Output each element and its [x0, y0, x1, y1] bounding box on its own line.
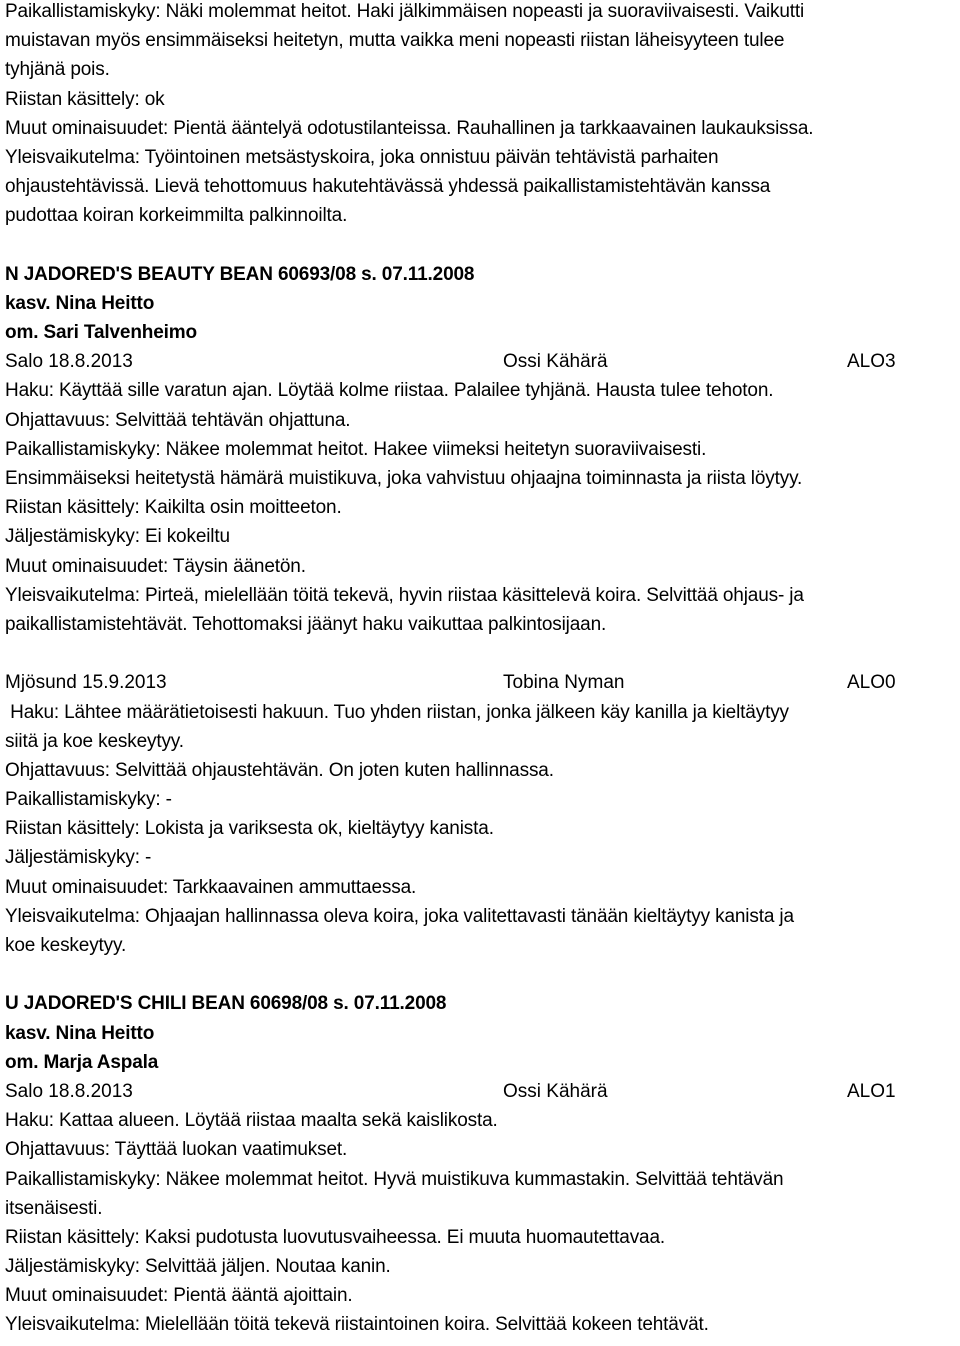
breeder-line: kasv. Nina Heitto — [5, 1022, 155, 1044]
text-line: pudottaa koiran korkeimmilta palkinnoilta. — [5, 205, 348, 227]
text-line: siitä ja koe keskeytyy. — [5, 730, 184, 752]
event-row — [5, 347, 960, 376]
text-line: Haku: Kattaa alueen. Löytää riistaa maalta sekä kaislikosta. — [5, 1110, 498, 1132]
event-judge: Ossi Kähärä — [503, 351, 608, 373]
text-line: Muut ominaisuudet: Täysin äänetön. — [5, 555, 306, 577]
event-place-date: Salo 18.8.2013 — [5, 351, 133, 373]
text-line: Yleisvaikutelma: Mielellään töitä tekevä riistaintoinen koira. Selvittää kokeen tehtävät. — [5, 1314, 709, 1336]
text-line: Yleisvaikutelma: Pirteä, mielellään töitä tekevä, hyvin riistaa käsittelevä koira. Selvittää ohjaus- ja — [5, 584, 804, 606]
text-line: paikallistamistehtävät. Tehottomaksi jäänyt haku vaikuttaa palkintosijaan. — [5, 613, 607, 635]
text-line: Muut ominaisuudet: Pientä ääntä ajoittain. — [5, 1285, 353, 1307]
spacer — [5, 231, 960, 260]
text-line: Ensimmäiseksi heitetystä hämärä muistikuva, joka vahvistuu ohjaajna toiminnasta ja riista löytyy. — [5, 468, 803, 489]
event-result: ALO1 — [847, 1080, 896, 1102]
spacer — [5, 639, 960, 668]
event-judge: Tobina Nyman — [503, 672, 625, 694]
text-line: Riistan käsittely: Lokista ja variksesta ok, kieltäytyy kanista. — [5, 818, 494, 840]
breeder-line: kasv. Nina Heitto — [5, 292, 155, 314]
text-line: Haku: Lähtee määrätietoisesti hakuun. Tuo yhden riistan, jonka jälkeen käy kanilla ja kieltäytyy — [5, 701, 789, 723]
text-line: koe keskeytyy. — [5, 935, 127, 956]
text-line: Ohjattavuus: Selvittää tehtävän ohjattuna. — [5, 409, 351, 431]
text-line: Paikallistamiskyky: Näkee molemmat heitot. Hakee viimeksi heitetyn suoraviivaisesti. — [5, 438, 707, 460]
event-result: ALO0 — [847, 672, 896, 694]
text-line: Yleisvaikutelma: Työintoinen metsästyskoira, joka onnistuu päivän tehtävistä parhaiten — [5, 146, 719, 168]
event-judge: Ossi Kähärä — [503, 1080, 608, 1102]
text-line: Jäljestämiskyky: Selvittää jäljen. Noutaa kanin. — [5, 1256, 391, 1278]
text-line: Riistan käsittely: ok — [5, 88, 165, 110]
dog-heading: N JADORED'S BEAUTY BEAN 60693/08 s. 07.11.2008 — [5, 263, 475, 285]
event-place-date: Mjösund 15.9.2013 — [5, 672, 167, 694]
text-line: Ohjattavuus: Täyttää luokan vaatimukset. — [5, 1139, 348, 1161]
text-line: Jäljestämiskyky: Ei kokeiltu — [5, 526, 230, 548]
text-line: Ohjattavuus: Selvittää ohjaustehtävän. On joten kuten hallinnassa. — [5, 759, 554, 781]
text-line: muistavan myös ensimmäiseksi heitetyn, mutta vaikka meni nopeasti riistan läheisyyteen tulee — [5, 30, 785, 52]
event-row — [5, 1077, 960, 1106]
text-line: Riistan käsittely: Kaikilta osin moitteeton. — [5, 497, 342, 519]
text-line: Paikallistamiskyky: - — [5, 789, 172, 811]
event-row — [5, 668, 960, 697]
owner-line: om. Marja Aspala — [5, 1051, 159, 1073]
text-line: Jäljestämiskyky: - — [5, 847, 152, 869]
text-line: Haku: Käyttää sille varatun ajan. Löytää kolme riistaa. Palailee tyhjänä. Hausta tulee tehoton. — [5, 380, 774, 402]
owner-line: om. Sari Talvenheimo — [5, 322, 197, 344]
text-line: Paikallistamiskyky: Näkee molemmat heitot. Hyvä muistikuva kummastakin. Selvittää tehtävän — [5, 1168, 784, 1190]
dog-heading: U JADORED'S CHILI BEAN 60698/08 s. 07.11.2008 — [5, 993, 447, 1015]
text-line: itsenäisesti. — [5, 1197, 103, 1219]
text-line: Yleisvaikutelma: Ohjaajan hallinnassa oleva koira, joka valitettavasti tänään kieltäytyy kanista ja — [5, 905, 794, 927]
text-line: Riistan käsittely: Kaksi pudotusta luovutusvaiheessa. Ei muuta huomautettavaa. — [5, 1226, 666, 1248]
event-place-date: Salo 18.8.2013 — [5, 1080, 133, 1102]
text-line: Paikallistamiskyky: Näki molemmat heitot. Haki jälkimmäisen nopeasti ja suoraviivaisesti. Vaikutti — [5, 1, 805, 22]
event-result: ALO3 — [847, 351, 896, 373]
spacer — [5, 960, 960, 989]
text-line: tyhjänä pois. — [5, 59, 110, 81]
text-line: Muut ominaisuudet: Pientä ääntelyä odotustilanteissa. Rauhallinen ja tarkkaavainen laukauksissa. — [5, 117, 814, 139]
text-line: Muut ominaisuudet: Tarkkaavainen ammuttaessa. — [5, 876, 417, 898]
text-line: ohjaustehtävissä. Lievä tehottomuus hakutehtävässä yhdessä paikallistamistehtävän kanssa — [5, 176, 771, 198]
